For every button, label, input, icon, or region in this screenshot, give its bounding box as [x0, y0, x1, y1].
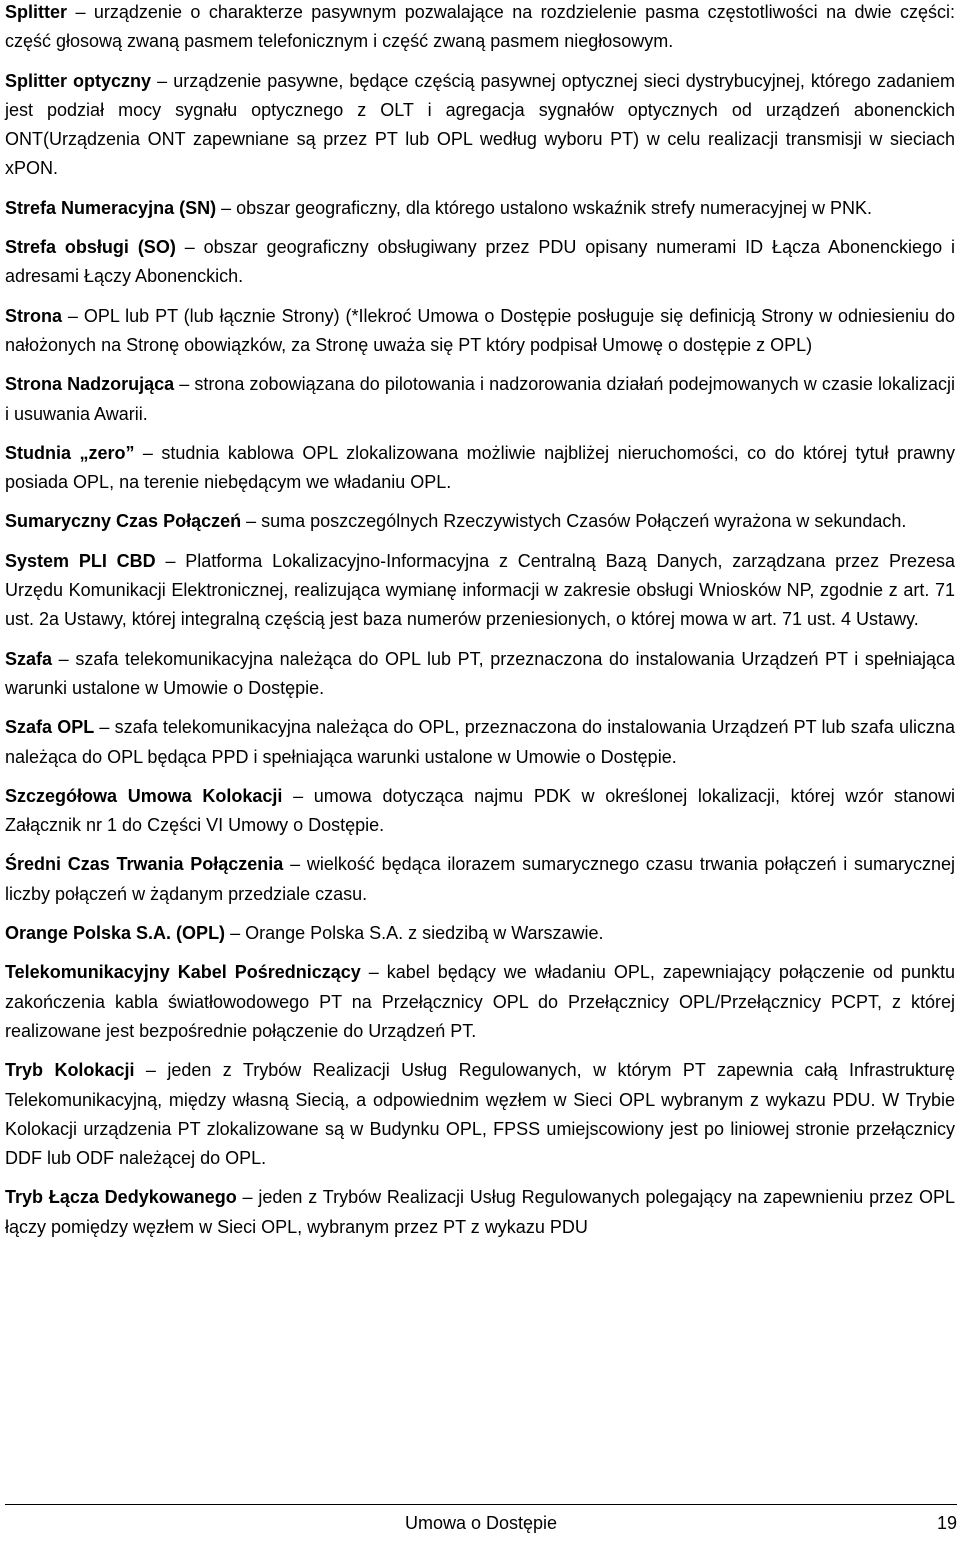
definition-entry: [5, 547, 955, 635]
footer-document-title: Umowa o Dostępie: [404, 1513, 558, 1533]
definition-text: jeden z Trybów Realizacji Usług Regulowanych polegający na zapewnieniu przez OPL łączy pomiędzy węzłem w Sieci OPL, wybranym przez PT z wykazu PDU: [5, 1187, 955, 1237]
definition-entry: [5, 67, 955, 184]
definition-term: Strona Nadzorująca: [5, 374, 175, 395]
definition-term: Studnia „zero”: [5, 442, 135, 463]
definition-entry: [5, 713, 955, 772]
definition-term: Szczegółowa Umowa Kolokacji: [5, 785, 283, 806]
definition-separator: –: [155, 550, 186, 571]
definition-entry: [5, 1183, 955, 1242]
definition-term: Tryb Kolokacji: [5, 1060, 135, 1081]
definition-term: Średni Czas Trwania Połączenia: [5, 854, 284, 875]
definition-separator: –: [67, 2, 94, 22]
definition-separator: –: [282, 785, 314, 806]
definition-text: Orange Polska S.A. z siedzibą w Warszawie.: [245, 923, 604, 944]
definition-term: Strefa Numeracyjna (SN): [5, 197, 217, 218]
definition-separator: –: [283, 854, 307, 875]
definition-text: OPL lub PT (lub łącznie Strony) (*Ilekroć Umowa o Dostępie posługuje się definicją Strony w odniesieniu do nałożonych na Stronę obowiązków, za Stronę uważa się PT który podpisał Umowę o dostępie z OPL): [5, 305, 956, 355]
definition-entry: [5, 1056, 955, 1173]
definition-text: szafa telekomunikacyjna należąca do OPL lub PT, przeznaczona do instalowania Urządzeń PT i spełniająca warunki ustalone w Umowie o Dostępie.: [5, 648, 955, 698]
definition-entry: [5, 0, 955, 57]
definition-text: obszar geograficzny obsługiwany przez PDU opisany numerami ID Łącza Abonenckiego i adresami Łączy Abonenckich.: [5, 237, 955, 287]
definition-separator: –: [151, 70, 174, 91]
definition-term: Strefa obsługi (SO): [5, 237, 176, 258]
definition-entry: [5, 507, 955, 536]
definition-separator: –: [360, 962, 387, 983]
definition-text: Platforma Lokalizacyjno-Informacyjna z Centralną Bazą Danych, zarządzana przez Prezesa Urzędu Komunikacji Elektronicznej, realizująca wymianę informacji w zakresie obsługi Wniosków NP, zgodnie z art. 71 ust. 2a Ustawy, której integralną częścią jest baza numerów przeniesionych, o której mowa w art. 71 ust. 4 Ustawy.: [5, 550, 955, 630]
definition-entry: [5, 302, 955, 361]
definition-separator: –: [216, 197, 237, 218]
definition-entry: [5, 958, 955, 1046]
definition-text: urządzenie pasywne, będące częścią pasywnej optycznej sieci dystrybucyjnej, którego zadaniem jest podział mocy sygnału optycznego z OLT i agregacja sygnałów optycznych od urządzeń abonenckich ONT(Urządzenia ONT zapewniane są przez PT lub OPL według wyboru PT) w celu realizacji transmisji w sieciach xPON.: [5, 70, 955, 179]
definition-text: strona zobowiązana do pilotowania i nadzorowania działań podejmowanych w czasie lokalizacji i usuwania Awarii.: [5, 374, 955, 424]
definition-separator: –: [52, 648, 76, 669]
definition-entry: [5, 233, 955, 292]
definition-entry: [5, 919, 955, 948]
footer-divider: [5, 1504, 957, 1505]
definition-entry: [5, 439, 955, 498]
definition-term: Telekomunikacyjny Kabel Pośredniczący: [5, 962, 361, 983]
definition-term: Sumaryczny Czas Połączeń: [5, 511, 242, 532]
definition-text: umowa dotycząca najmu PDK w określonej lokalizacji, której wzór stanowi Załącznik nr 1 do Części VI Umowy o Dostępie.: [5, 785, 956, 836]
definition-separator: –: [134, 1060, 168, 1081]
definition-entry: [5, 850, 955, 909]
definition-term: Szafa: [5, 648, 53, 669]
definition-term: System PLI CBD: [5, 550, 156, 571]
definition-entry: [5, 645, 955, 704]
page-footer: [5, 1508, 957, 1538]
definition-text: urządzenie o charakterze pasywnym pozwalające na rozdzielenie pasma częstotliwości na dwie części: część głosową zwaną pasmem telefonicznym i część zwaną pasmem niegłosowym.: [5, 2, 955, 52]
definition-term: Splitter: [5, 2, 68, 22]
definition-term: Strona: [5, 305, 63, 326]
definition-term: Tryb Łącza Dedykowanego: [5, 1187, 237, 1208]
definition-term: Splitter optyczny: [5, 70, 152, 91]
definition-entry: [5, 194, 955, 223]
definition-text: kabel będący we władaniu OPL, zapewniający połączenie od punktu zakończenia kabla światłowodowego PT na Przełącznicy OPL do Przełącznicy OPL/Przełącznicy PCPT, z której realizowane jest bezpośrednie połączenie do Urządzeń PT.: [5, 962, 955, 1041]
definition-separator: –: [241, 511, 262, 532]
definition-text: wielkość będąca ilorazem sumarycznego czasu trwania połączeń i sumarycznej liczby połączeń w żądanym przedziale czasu.: [5, 854, 956, 904]
definition-separator: –: [62, 305, 84, 326]
definition-separator: –: [236, 1187, 259, 1208]
definition-separator: –: [225, 923, 246, 944]
definition-entry: [5, 370, 955, 429]
definition-text: suma poszczególnych Rzeczywistych Czasów Połączeń wyrażona w sekundach.: [261, 511, 907, 532]
definition-separator: –: [174, 374, 195, 395]
definition-separator: –: [175, 237, 204, 258]
definition-term: Orange Polska S.A. (OPL): [5, 923, 226, 944]
definition-entry: [5, 782, 955, 841]
page-number: 19: [936, 1513, 957, 1533]
definition-separator: –: [94, 717, 115, 738]
definition-text: jeden z Trybów Realizacji Usług Regulowanych, w którym PT zapewnia całą Infrastrukturę Telekomunikacyjną, między własną Siecią, a odpowiednim węzłem w Sieci OPL wybranym z wykazu PDU. W Trybie Kolokacji urządzenia PT zlokalizowane są w Budynku OPL, FPSS umiejscowiony jest po liniowej stronie przełącznicy DDF lub ODF należącej do OPL.: [5, 1060, 955, 1169]
definition-term: Szafa OPL: [5, 717, 95, 738]
definition-text: szafa telekomunikacyjna należąca do OPL, przeznaczona do instalowania Urządzeń PT lub szafa uliczna należąca do OPL będąca PPD i spełniająca warunki ustalone w Umowie o Dostępie.: [5, 717, 955, 767]
definition-text: studnia kablowa OPL zlokalizowana możliwie najbliżej nieruchomości, co do której tytuł prawny posiada OPL, na terenie niebędącym we władaniu OPL.: [5, 442, 956, 493]
definition-separator: –: [134, 442, 162, 463]
definition-text: obszar geograficzny, dla którego ustalono wskaźnik strefy numeracyjnej w PNK.: [236, 197, 873, 218]
document-body: [5, 0, 955, 1252]
